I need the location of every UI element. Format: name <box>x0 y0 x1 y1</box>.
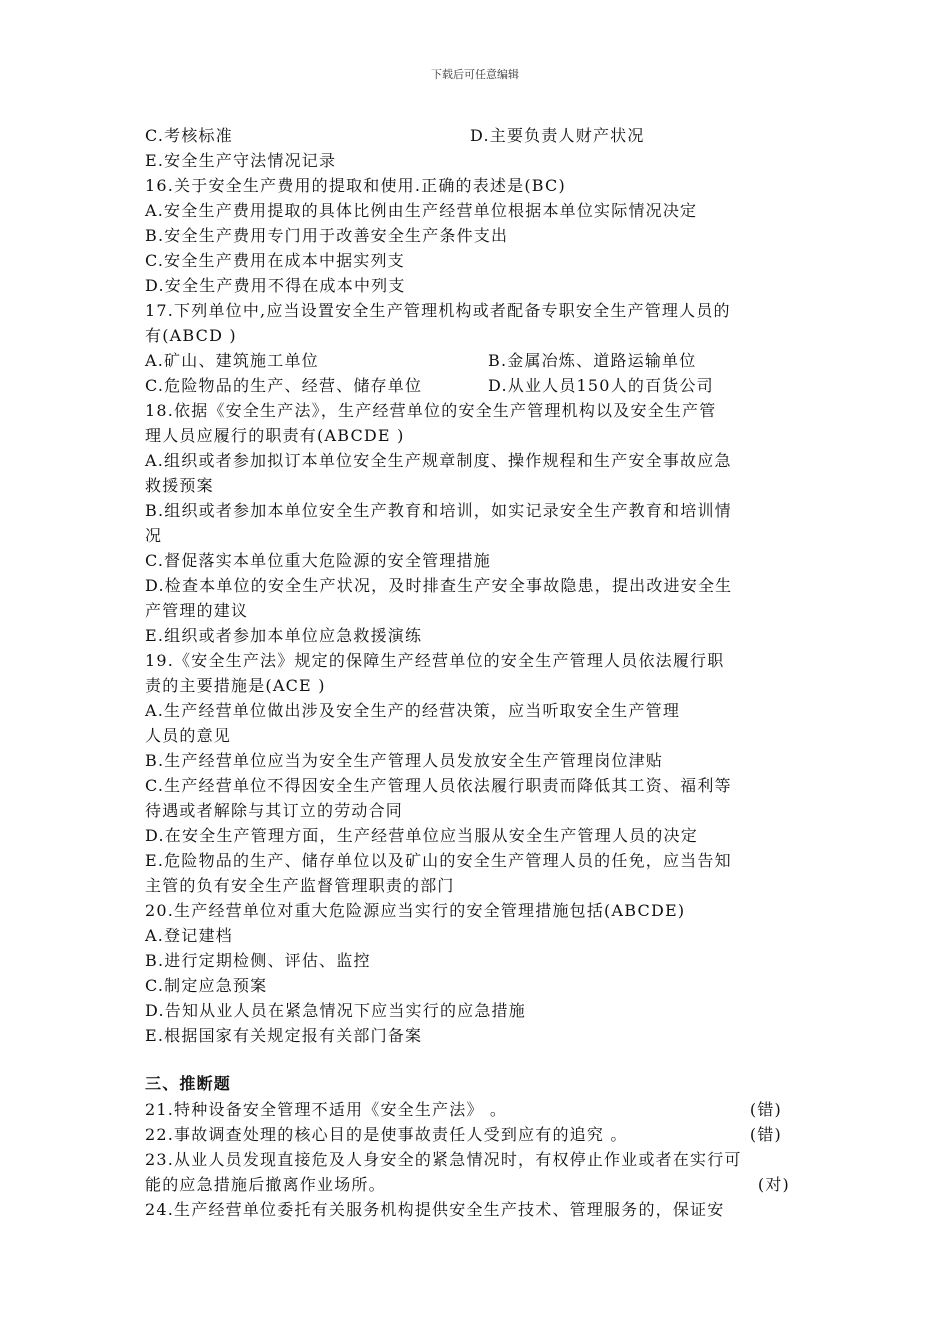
q19-option-a: A.生产经营单位做出涉及安全生产的经营决策，应当听取安全生产管理 <box>145 701 681 720</box>
question-22 <box>145 1122 810 1147</box>
question-17: 17.下列单位中,应当设置安全生产管理机构或者配备专职安全生产管理人员的 <box>145 301 731 320</box>
q20-option-d: D.告知从业人员在紧急情况下应当实行的应急措施 <box>145 1001 526 1020</box>
q20-option-a: A.登记建档 <box>145 926 233 945</box>
q19-option-e: E.危险物品的生产、储存单位以及矿山的安全生产管理人员的任免，应当告知 <box>145 851 732 870</box>
options-row <box>145 123 810 148</box>
question-24: 24.生产经营单位委托有关服务机构提供安全生产技术、管理服务的，保证安 <box>145 1200 725 1219</box>
question-17-cont: 有(ABCD ) <box>145 326 237 345</box>
q20-option-e: E.根据国家有关规定报有关部门备案 <box>145 1026 423 1045</box>
q18-option-c: C.督促落实本单位重大危险源的安全管理措施 <box>145 551 491 570</box>
q17-option-c: C.危险物品的生产、经营、储存单位 <box>145 376 423 395</box>
document-body <box>145 123 810 1222</box>
q19-option-c-cont: 待遇或者解除与其订立的劳动合同 <box>145 801 404 820</box>
question-23-answer: (对) <box>757 1175 790 1194</box>
question-23-text-cont: 能的应急措施后撤离作业场所。 <box>145 1175 386 1194</box>
q19-option-d: D.在安全生产管理方面，生产经营单位应当服从安全生产管理人员的决定 <box>145 826 698 845</box>
option-e: E.安全生产守法情况记录 <box>145 151 337 170</box>
question-21 <box>145 1097 810 1122</box>
question-19-cont: 责的主要措施是(ACE ) <box>145 676 326 695</box>
q16-option-b: B.安全生产费用专门用于改善安全生产条件支出 <box>145 226 509 245</box>
q17-options-row-2 <box>145 373 810 398</box>
q19-option-a-cont: 人员的意见 <box>145 726 232 745</box>
section-spacer <box>145 1048 810 1070</box>
q16-option-d: D.安全生产费用不得在成本中列支 <box>145 276 406 295</box>
question-22-answer: (错) <box>749 1125 782 1144</box>
question-16: 16.关于安全生产费用的提取和使用.正确的表述是(BC) <box>145 176 566 195</box>
q18-option-d: D.检查本单位的安全生产状况，及时排查生产安全事故隐患，提出改进安全生 <box>145 576 733 595</box>
q16-option-a: A.安全生产费用提取的具体比例由生产经营单位根据本单位实际情况决定 <box>145 201 698 220</box>
q16-option-c: C.安全生产费用在成本中据实列支 <box>145 251 405 270</box>
q18-option-b-cont: 况 <box>145 526 163 545</box>
q19-option-b: B.生产经营单位应当为安全生产管理人员发放安全生产管理岗位津贴 <box>145 751 664 770</box>
question-18-cont: 理人员应履行的职责有(ABCDE ) <box>145 426 405 445</box>
q17-options-row-1 <box>145 348 810 373</box>
question-20: 20.生产经营单位对重大危险源应当实行的安全管理措施包括(ABCDE) <box>145 901 686 920</box>
q18-option-b: B.组织或者参加本单位安全生产教育和培训，如实记录安全生产教育和培训情 <box>145 501 732 520</box>
section-heading: 三、推断题 <box>145 1074 232 1093</box>
option-c: C.考核标准 <box>145 126 233 145</box>
q20-option-c: C.制定应急预案 <box>145 976 268 995</box>
question-19: 19.《安全生产法》规定的保障生产经营单位的安全生产管理人员依法履行职 <box>145 651 725 670</box>
q19-option-e-cont: 主管的负有安全生产监督管理职责的部门 <box>145 876 455 895</box>
q18-option-e: E.组织或者参加本单位应急救援演练 <box>145 626 423 645</box>
q17-option-a: A.矿山、建筑施工单位 <box>145 351 319 370</box>
q17-option-d: D.从业人员150人的百货公司 <box>488 376 714 395</box>
question-18: 18.依据《安全生产法》，生产经营单位的安全生产管理机构以及安全生产管 <box>145 401 717 420</box>
q18-option-d-cont: 产管理的建议 <box>145 601 249 620</box>
question-23-cont <box>145 1172 810 1197</box>
page-header: 下载后可任意编辑 <box>431 68 519 81</box>
q18-option-a: A.组织或者参加拟订本单位安全生产规章制度、操作规程和生产安全事故应急 <box>145 451 732 470</box>
q18-option-a-cont: 救援预案 <box>145 476 214 495</box>
option-d: D.主要负责人财产状况 <box>470 126 645 145</box>
q20-option-b: B.进行定期检侧、评估、监控 <box>145 951 371 970</box>
question-22-text: 22.事故调查处理的核心目的是使事故责任人受到应有的追究 。 <box>145 1125 628 1144</box>
question-23: 23.从业人员发现直接危及人身安全的紧急情况时，有权停止作业或者在实行可 <box>145 1150 742 1169</box>
q19-option-c: C.生产经营单位不得因安全生产管理人员依法履行职责而降低其工资、福利等 <box>145 776 732 795</box>
question-21-answer: (错) <box>749 1100 782 1119</box>
q17-option-b: B.金属冶炼、道路运输单位 <box>488 351 697 370</box>
question-21-text: 21.特种设备安全管理不适用《安全生产法》 。 <box>145 1100 508 1119</box>
